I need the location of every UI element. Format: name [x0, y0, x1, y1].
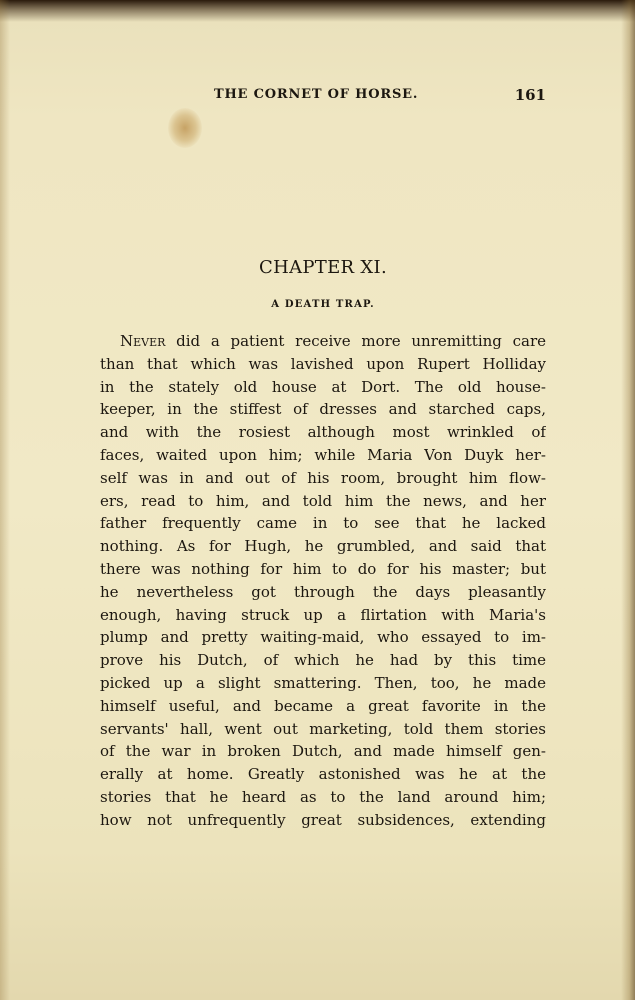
- page-left-edge: [0, 0, 10, 1000]
- text-line: prove his Dutch, of which he had by this time: [100, 651, 546, 670]
- text-line: of the war in broken Dutch, and made himself gen-: [100, 742, 546, 761]
- drop-word: Never: [120, 332, 166, 350]
- text-line: faces, waited upon him; while Maria Von Duyk her-: [100, 445, 546, 464]
- text-line: servants' hall, went out marketing, told them stories: [100, 719, 546, 738]
- text-line: picked up a slight smattering. Then, too, he made: [100, 673, 546, 692]
- first-line-rest: did a patient receive more unremitting care: [165, 332, 546, 350]
- text-line: [100, 330, 546, 353]
- text-line: how not unfrequently great subsidences, extending: [100, 810, 546, 829]
- running-head: [100, 86, 546, 106]
- page-right-edge: [621, 0, 635, 1000]
- text-line: enough, having struck up a flirtation with Maria's: [100, 605, 546, 624]
- text-line: nothing. As for Hugh, he grumbled, and said that: [100, 537, 546, 556]
- text-line: and with the rosiest although most wrinkled of: [100, 423, 546, 442]
- text-line: keeper, in the stiffest of dresses and starched caps,: [100, 400, 546, 419]
- body-text: [100, 330, 546, 832]
- page-number: 161: [514, 86, 546, 104]
- text-line: plump and pretty waiting-maid, who essayed to im-: [100, 628, 546, 647]
- text-line: self was in and out of his room, brought him flow-: [100, 468, 546, 487]
- text-line: in the stately old house at Dort. The old house-: [100, 377, 546, 396]
- text-line: himself useful, and became a great favorite in the: [100, 696, 546, 715]
- text-line: ers, read to him, and told him the news, and her: [100, 491, 546, 510]
- text-line: father frequently came in to see that he lacked: [100, 514, 546, 533]
- running-title: THE CORNET OF HORSE.: [214, 87, 419, 102]
- text-line: erally at home. Greatly astonished was he at the: [100, 765, 546, 784]
- text-line: there was nothing for him to do for his master; but: [100, 559, 546, 578]
- text-line: stories that he heard as to the land around him;: [100, 787, 546, 806]
- chapter-subtitle: A DEATH TRAP.: [271, 299, 375, 310]
- text-line: he nevertheless got through the days pleasantly: [100, 582, 546, 601]
- paper-stain: [168, 108, 202, 148]
- text-line: than that which was lavished upon Rupert Holliday: [100, 354, 546, 373]
- page-top-shadow: [0, 0, 635, 22]
- chapter-heading: CHAPTER XI.: [259, 257, 387, 278]
